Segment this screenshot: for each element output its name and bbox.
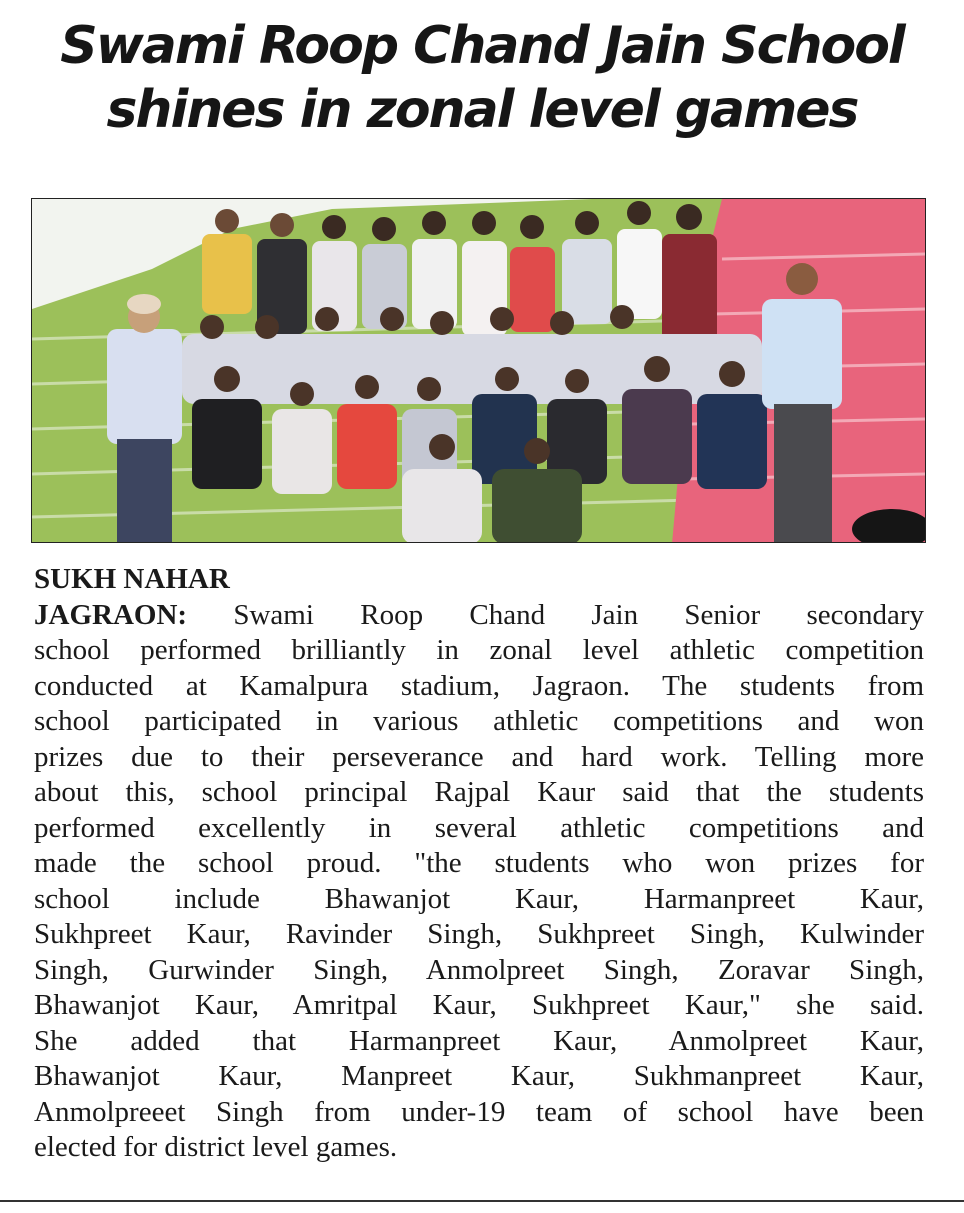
headline-line-2: shines in zonal level games — [106, 80, 858, 140]
article-line: school participated in various athletic competitions and won — [34, 705, 924, 737]
group-photo-image — [32, 199, 926, 543]
dateline: JAGRAON: — [34, 598, 188, 631]
article-body — [34, 598, 924, 1166]
article-line: She added that Harmanpreet Kaur, Anmolpreet Kaur, — [34, 1024, 924, 1057]
teacher-right — [762, 263, 842, 543]
article-line-text: Swami Roop Chand Jain Senior secondary — [233, 598, 924, 631]
article — [34, 562, 924, 1166]
article-line: school include Bhawanjot Kaur, Harmanpreet Kaur, — [34, 882, 924, 915]
article-line: performed excellently in several athletic competitions and — [34, 811, 924, 844]
article-line: conducted at Kamalpura stadium, Jagraon. The students from — [34, 669, 924, 702]
headline — [0, 14, 964, 142]
article-line: Singh, Gurwinder Singh, Anmolpreet Singh, Zoravar Singh, — [34, 953, 924, 986]
article-line: elected for district level games. — [34, 1131, 398, 1163]
byline: SUKH NAHAR — [34, 563, 230, 595]
headline-line-1: Swami Roop Chand Jain School — [60, 16, 904, 76]
article-line — [34, 598, 924, 634]
article-line: made the school proud. "the students who won prizes for — [34, 847, 924, 879]
article-line: Sukhpreet Kaur, Ravinder Singh, Sukhpreet Singh, Kulwinder — [34, 918, 924, 950]
article-line: about this, school principal Rajpal Kaur said that the students — [34, 776, 924, 808]
article-line: Bhawanjot Kaur, Manpreet Kaur, Sukhmanpreet Kaur, — [34, 1060, 924, 1092]
article-line: Bhawanjot Kaur, Amritpal Kaur, Sukhpreet Kaur," she said. — [34, 989, 924, 1021]
article-line: prizes due to their perseverance and hard work. Telling more — [34, 740, 924, 773]
article-line: Anmolpreeet Singh from under-19 team of school have been — [34, 1095, 924, 1128]
group-photo — [31, 198, 926, 543]
article-line: school performed brilliantly in zonal level athletic competition — [34, 634, 924, 666]
bottom-rule — [0, 1200, 964, 1202]
teacher-left — [107, 294, 182, 543]
